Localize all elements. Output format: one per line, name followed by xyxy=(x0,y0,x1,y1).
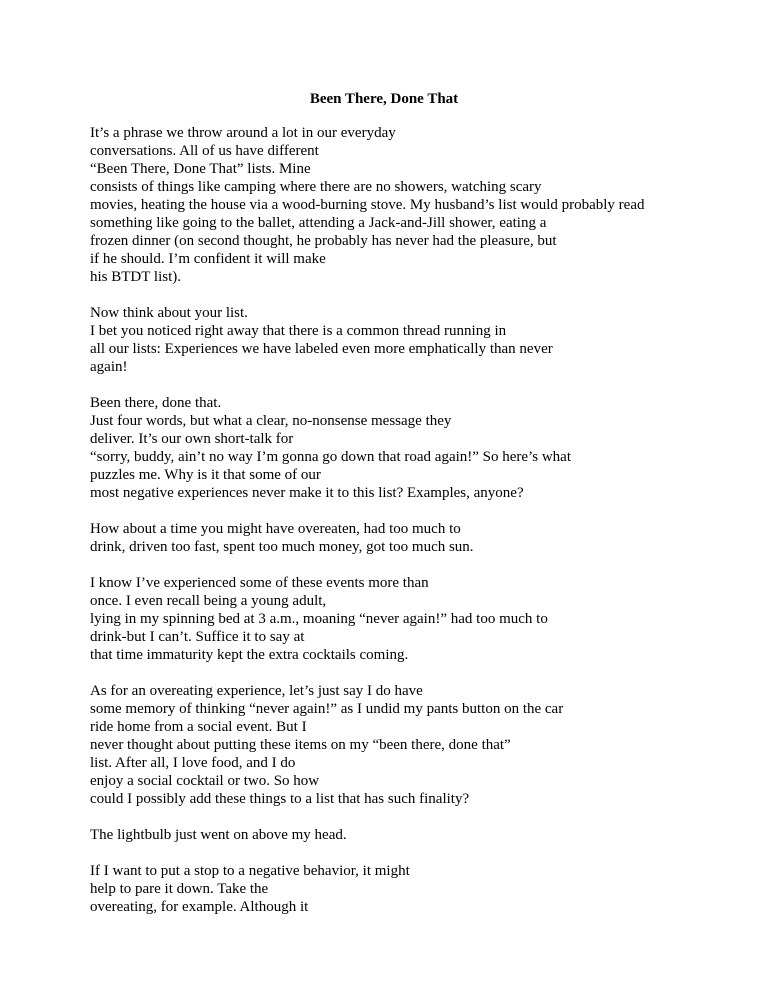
text-line: never thought about putting these items on my “been there, done that” xyxy=(90,737,511,753)
text-line: list. After all, I love food, and I do xyxy=(90,755,296,771)
text-line: help to pare it down. Take the xyxy=(90,881,269,897)
text-line: could I possibly add these things to a list that has such finality? xyxy=(90,791,470,807)
text-line: Now think about your list. xyxy=(90,305,248,321)
text-line: again! xyxy=(90,359,128,375)
text-line: that time immaturity kept the extra cocktails coming. xyxy=(90,647,409,663)
text-line: something like going to the ballet, attending a Jack-and-Jill shower, eating a xyxy=(90,215,547,231)
text-line: “Been There, Done That” lists. Mine xyxy=(90,161,311,177)
text-line: frozen dinner (on second thought, he probably has never had the pleasure, but xyxy=(90,233,557,249)
text-line: consists of things like camping where there are no showers, watching scary xyxy=(90,179,542,195)
text-line: enjoy a social cocktail or two. So how xyxy=(90,773,320,789)
document-body xyxy=(90,124,730,934)
text-line: The lightbulb just went on above my head. xyxy=(90,827,347,843)
text-line: deliver. It’s our own short-talk for xyxy=(90,431,294,447)
paragraph xyxy=(90,304,730,376)
document-title: Been There, Done That xyxy=(309,91,459,107)
text-line: movies, heating the house via a wood-burning stove. My husband’s list would probably read xyxy=(90,197,645,213)
text-line: I know I’ve experienced some of these events more than xyxy=(90,575,429,591)
paragraph xyxy=(90,394,730,502)
paragraph xyxy=(90,826,730,844)
text-line: puzzles me. Why is it that some of our xyxy=(90,467,321,483)
text-line: most negative experiences never make it to this list? Examples, anyone? xyxy=(90,485,524,501)
text-line: As for an overeating experience, let’s just say I do have xyxy=(90,683,423,699)
text-line: lying in my spinning bed at 3 a.m., moaning “never again!” had too much to xyxy=(90,611,548,627)
paragraph xyxy=(90,574,730,664)
text-line: I bet you noticed right away that there is a common thread running in xyxy=(90,323,507,339)
text-line: some memory of thinking “never again!” as I undid my pants button on the car xyxy=(90,701,564,717)
text-line: drink, driven too fast, spent too much money, got too much sun. xyxy=(90,539,474,555)
text-line: “sorry, buddy, ain’t no way I’m gonna go down that road again!” So here’s what xyxy=(90,449,571,465)
text-line: ride home from a social event. But I xyxy=(90,719,307,735)
paragraph xyxy=(90,124,730,286)
paragraph xyxy=(90,682,730,808)
paragraph xyxy=(90,520,730,556)
paragraph xyxy=(90,862,730,916)
text-line: It’s a phrase we throw around a lot in our everyday xyxy=(90,125,396,141)
text-line: overeating, for example. Although it xyxy=(90,899,309,915)
text-line: drink-but I can’t. Suffice it to say at xyxy=(90,629,305,645)
text-line: Been there, done that. xyxy=(90,395,222,411)
text-line: Just four words, but what a clear, no-nonsense message they xyxy=(90,413,452,429)
text-line: his BTDT list). xyxy=(90,269,181,285)
text-line: How about a time you might have overeaten, had too much to xyxy=(90,521,461,537)
text-line: If I want to put a stop to a negative behavior, it might xyxy=(90,863,410,879)
text-line: if he should. I’m confident it will make xyxy=(90,251,326,267)
text-line: conversations. All of us have different xyxy=(90,143,319,159)
text-line: all our lists: Experiences we have labeled even more emphatically than never xyxy=(90,341,553,357)
text-line: once. I even recall being a young adult, xyxy=(90,593,327,609)
